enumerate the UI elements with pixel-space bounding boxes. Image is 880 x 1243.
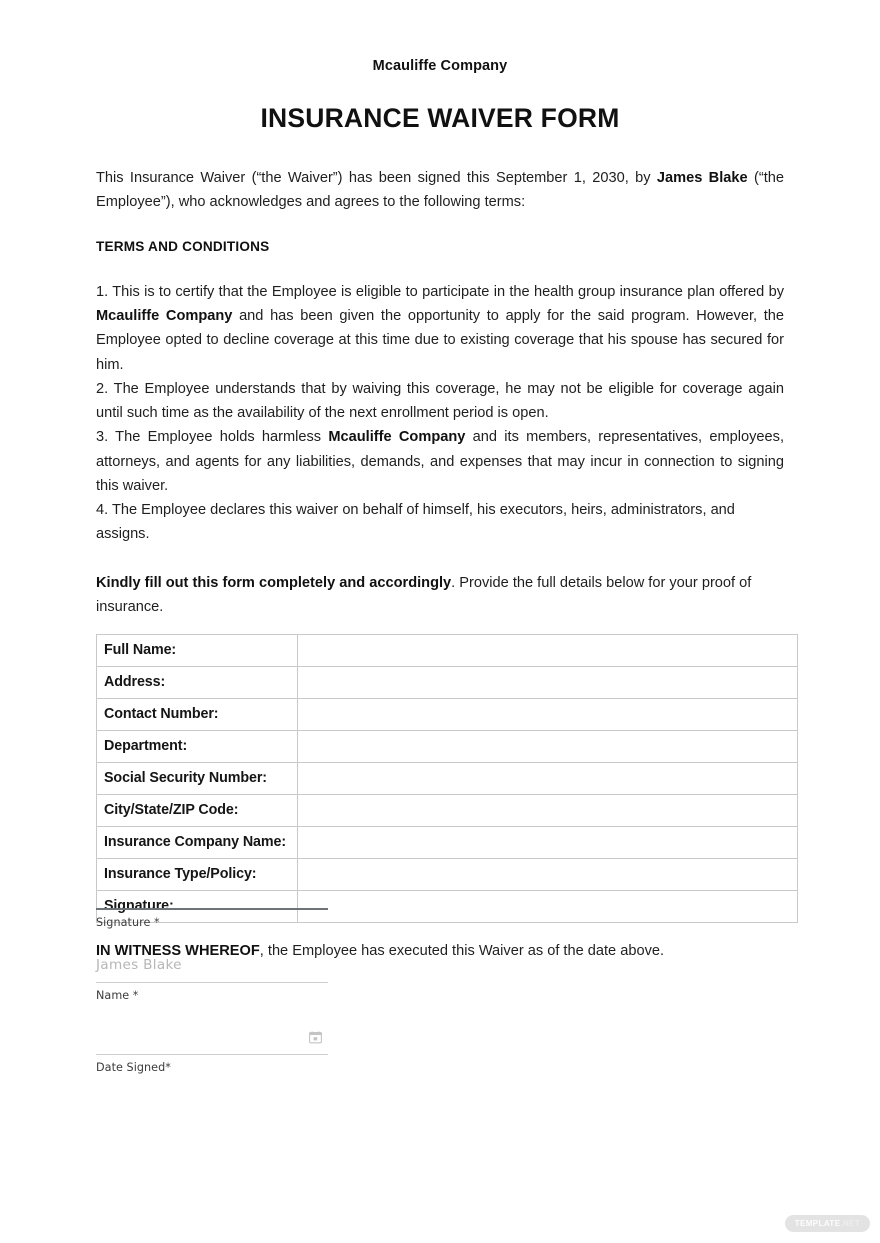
- name-underline: [96, 982, 328, 983]
- table-row: [97, 634, 798, 666]
- date-signed-field[interactable]: [96, 1020, 330, 1076]
- terms-heading: TERMS AND CONDITIONS: [96, 239, 270, 255]
- date-signed-underline: [96, 1054, 328, 1055]
- row-label-insurance-type: Insurance Type/Policy:: [97, 858, 298, 890]
- term-1-part2: and has been given the opportunity to apply for the said program. However, the Employee opted to decline coverage at this time due to existing coverage that his spouse has secured for him.: [96, 308, 785, 373]
- row-label-insurance-company: Insurance Company Name:: [97, 826, 298, 858]
- witness-rest: , the Employee has executed this Waiver as of the date above.: [259, 942, 665, 959]
- row-label-contact-number: Contact Number:: [97, 698, 298, 730]
- row-value-department[interactable]: [298, 730, 798, 762]
- term-1-bold: Mcauliffe Company: [96, 308, 233, 325]
- row-label-signature: Signature:: [97, 890, 298, 922]
- row-value-city-state-zip[interactable]: [298, 794, 798, 826]
- term-3-bold: Mcauliffe Company: [328, 429, 466, 446]
- intro-text-part2: (“the Employee”), who acknowledges and agrees to the following terms:: [96, 169, 784, 210]
- term-item-3: [96, 425, 784, 498]
- row-value-insurance-type[interactable]: [298, 858, 798, 890]
- row-value-full-name[interactable]: [298, 634, 798, 666]
- table-row: [97, 794, 798, 826]
- company-name: Mcauliffe Company: [372, 58, 508, 74]
- table-row: [97, 730, 798, 762]
- signature-field-label: Signature *: [96, 916, 160, 929]
- signature-field[interactable]: [96, 830, 330, 931]
- term-item-1: [96, 280, 784, 377]
- row-value-contact-number[interactable]: [298, 698, 798, 730]
- row-value-ssn[interactable]: [298, 762, 798, 794]
- term-2-part1: 2. The Employee understands that by waiving this coverage, he may not be eligible for coverage again until such time as the availability of the next enrollment period is open.: [96, 380, 784, 422]
- term-1-part1: 1. This is to certify that the Employee is eligible to participate in the health group insurance plan offered by: [96, 284, 784, 301]
- fill-instruction-rest: . Provide the full details below for your proof of insurance.: [96, 575, 752, 615]
- intro-paragraph: [96, 166, 784, 214]
- row-label-city-state-zip: City/State/ZIP Code:: [97, 794, 298, 826]
- page-title: INSURANCE WAIVER FORM: [260, 103, 620, 134]
- row-value-signature[interactable]: [298, 890, 798, 922]
- name-input-placeholder: James Blake: [96, 956, 182, 973]
- term-item-2: [96, 377, 784, 425]
- row-label-full-name: Full Name:: [97, 634, 298, 666]
- table-row: [97, 762, 798, 794]
- term-3-part1: 3. The Employee holds harmless: [96, 429, 329, 446]
- template-net-watermark: [785, 1215, 870, 1232]
- term-3-part2: and its members, representatives, employees, attorneys, and agents for any liabilities, demands, and expenses that may incur in connection to signing this waiver.: [96, 429, 784, 494]
- row-label-ssn: Social Security Number:: [97, 762, 298, 794]
- calendar-icon[interactable]: [309, 1031, 322, 1044]
- fill-instruction-bold: Kindly fill out this form completely and accordingly: [96, 575, 452, 592]
- signature-drawing-area[interactable]: [96, 830, 330, 908]
- row-label-department: Department:: [97, 730, 298, 762]
- row-label-address: Address:: [97, 666, 298, 698]
- intro-employee-name: James Blake: [656, 169, 748, 186]
- term-4-part1: 4. The Employee declares this waiver on behalf of himself, his executors, heirs, administrators, and assigns.: [96, 501, 735, 543]
- name-input[interactable]: [96, 948, 330, 982]
- name-field[interactable]: [96, 948, 330, 1004]
- watermark-main-text: TEMPLATE: [794, 1219, 841, 1228]
- fill-instruction: [96, 572, 784, 619]
- witness-bold: IN WITNESS WHEREOF: [96, 942, 260, 959]
- date-signed-field-label: Date Signed*: [96, 1061, 171, 1075]
- table-row: [97, 666, 798, 698]
- terms-list: [96, 280, 784, 546]
- date-signed-input[interactable]: [96, 1020, 328, 1054]
- signature-underline: [96, 908, 328, 910]
- table-row: [97, 698, 798, 730]
- row-value-insurance-company[interactable]: [298, 826, 798, 858]
- name-field-label: Name *: [96, 988, 139, 1002]
- signature-form-block: [96, 830, 330, 1076]
- intro-text-part1: This Insurance Waiver (“the Waiver”) has been signed this September 1, 2030, by: [96, 169, 657, 186]
- row-value-address[interactable]: [298, 666, 798, 698]
- term-item-4: [96, 498, 784, 546]
- watermark-sub-text: .NET: [840, 1219, 861, 1228]
